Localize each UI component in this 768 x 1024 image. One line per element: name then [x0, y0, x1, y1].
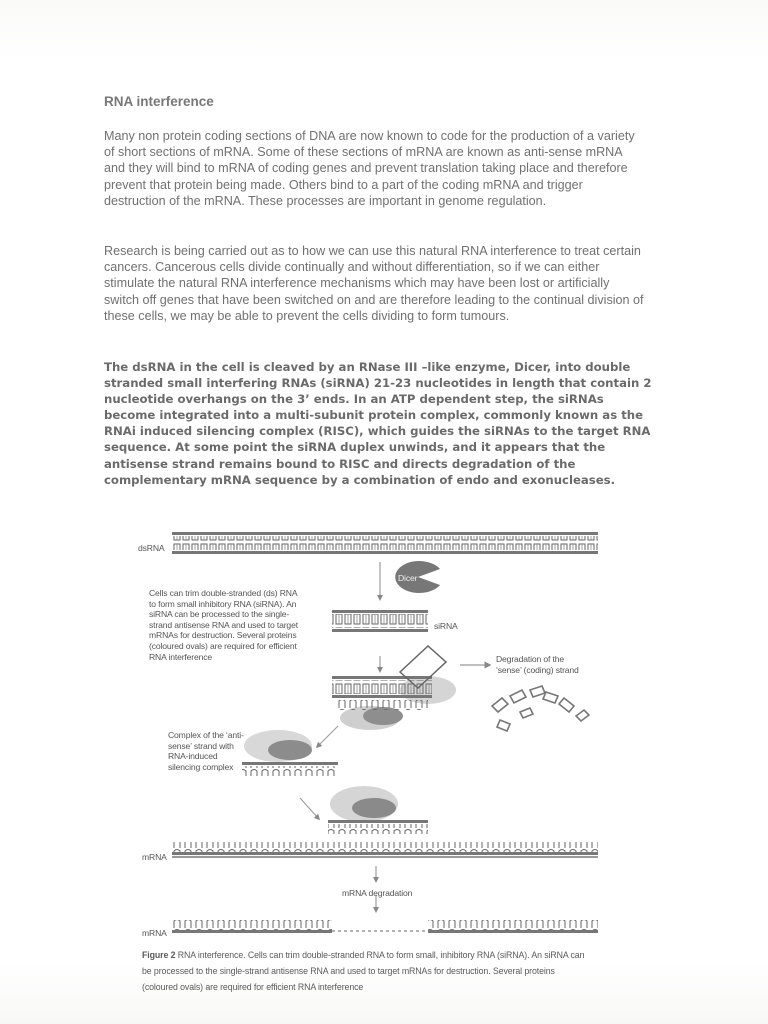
- label-mrna-1: mRNA: [142, 852, 167, 862]
- arrow-to-mrna: [300, 798, 318, 818]
- risc-complex: [242, 730, 338, 776]
- rnai-figure: [128, 528, 608, 948]
- label-mrna-degradation: mRNA degradation: [342, 888, 413, 898]
- page-title: RNA interference: [104, 94, 214, 109]
- paragraph-dicer-mechanism: The dsRNA in the cell is cleaved by an RNase III –like enzyme, Dicer, into double stranded small interfering RNAs (siRNA) 21-23 nucleotides in length that contain 2 nucleotide overhangs on the 3’ ends. In an ATP dependent step, the siRNAs become integrated into a multi-subunit protein complex, commonly known as the RNAi induced silencing complex (RISC), which guides the siRNAs to the target RNA sequence. At some point the siRNA duplex unwinds, and it appears that the antisense strand remains bound to RISC and directs degradation of the complementary mRNA sequence by a combination of endo and exonucleases.: [104, 360, 652, 487]
- mrna-degraded-strand: [172, 920, 598, 933]
- degraded-fragments: [492, 686, 589, 731]
- caption-lead: Figure 2: [142, 950, 176, 960]
- label-dsrna: dsRNA: [138, 543, 165, 553]
- label-sirna: siRNA: [434, 621, 458, 631]
- label-complex-note: Complex of the ‘anti-sense’ strand with RNA-induced silencing complex: [168, 730, 244, 772]
- risc-on-mrna: [328, 786, 428, 834]
- caption-text: RNA interference. Cells can trim double-stranded RNA to form small, inhibitory RNA (siRNA). An siRNA can be processed to the single-strand antisense RNA and used to target mRNAs for destruction. Several proteins (coloured ovals) are required for efficient RNA interference: [142, 950, 585, 992]
- unwinding-complex: [332, 646, 456, 730]
- label-degradation-sense: Degradation of the ‘sense’ (coding) strand: [496, 654, 579, 675]
- figure-caption: [142, 948, 592, 995]
- sirna-ladder: [332, 610, 428, 632]
- paragraph-non-coding-dna: Many non protein coding sections of DNA are now known to code for the production of a variety of short sections of mRNA. Some of these sections of mRNA are known as anti-sense mRNA and they will bind to mRNA of coding genes and prevent translation taking place and therefore prevent that protein being made. Others bind to a part of the coding mRNA and trigger destruction of the mRNA. These processes are important in genome regulation.: [104, 129, 635, 208]
- label-dicer: Dicer: [398, 573, 418, 583]
- dsrna-ladder: [172, 532, 598, 554]
- label-mrna-2: mRNA: [142, 928, 167, 938]
- label-trim-note: Cells can trim double-stranded (ds) RNA to form small inhibitory RNA (siRNA). An siRNA can be processed to the single-strand antisense RNA and used to target mRNAs for destruction. Several proteins (coloured ovals) are required for efficient RNA interference: [149, 588, 298, 662]
- arrow-to-risc: [318, 726, 338, 746]
- mrna-strand: [172, 842, 598, 858]
- paragraph-cancer-research: Research is being carried out as to how we can use this natural RNA interference to treat certain cancers. Cancerous cells divide continually and without differentiation, so if we can either stimulate the natural RNA interference mechanisms which may have been lost or artificially switch off genes that have been switched on and are therefore leading to the continual division of these cells, we may be able to prevent the cells dividing to form tumours.: [104, 244, 644, 323]
